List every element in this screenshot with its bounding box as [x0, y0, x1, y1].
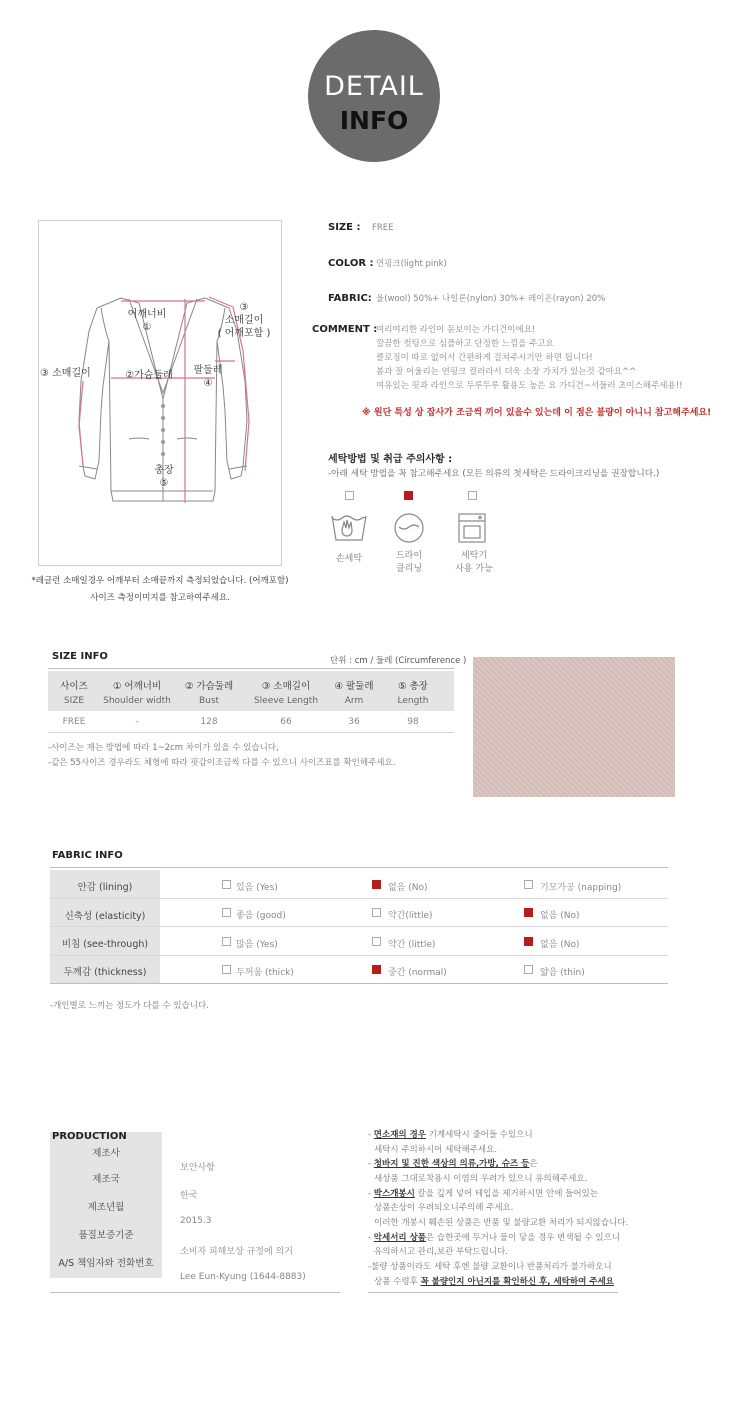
dry-clean-icon	[393, 512, 425, 544]
arm-header: ④ 팔둘레	[334, 681, 374, 692]
shoulder-value: -	[135, 717, 139, 727]
diagram-note: *레글런 소매일경우 어깨부터 소매끝까지 측정되었습니다. (어깨포함)	[31, 576, 289, 586]
fabric-note: -개인별로 느끼는 정도가 다를 수 있습니다.	[50, 1001, 209, 1011]
machine-wash-checkbox	[468, 491, 477, 500]
dry-clean-checkbox	[404, 491, 413, 500]
care-note: - 박스개봉시 칼을 깊게 넣어 테입을 제거하시면 안에 들어있는	[368, 1189, 598, 1199]
washing-machine-icon	[456, 512, 488, 544]
lining-no-checkbox	[372, 880, 381, 889]
see-through-little-checkbox	[372, 937, 381, 946]
label-shoulder-width: 어깨너비 ①	[127, 309, 167, 333]
dry-clean-label: 드라이 클리닝	[395, 551, 423, 574]
thickness-thick-checkbox	[222, 965, 231, 974]
see-through-no-label: 없음 (No)	[540, 940, 580, 950]
spec-comment-key: COMMENT :	[312, 324, 378, 335]
as-contact-value: Lee Eun-Kyung (1644-8883)	[180, 1272, 306, 1282]
production-title: PRODUCTION	[52, 1131, 127, 1142]
elasticity-label: 신축성 (elasticity)	[64, 911, 146, 922]
bust-subheader: Bust	[198, 696, 220, 706]
label-arm: 팔둘레 ④	[193, 365, 223, 389]
thickness-thick-label: 두꺼움 (thick)	[236, 968, 294, 978]
size-subheader: SIZE	[63, 696, 85, 706]
sleeve-subheader: Sleeve Length	[253, 696, 319, 706]
warranty-label: 품질보증기준	[78, 1230, 134, 1241]
shoulder-header: ① 어깨너비	[112, 681, 162, 692]
measurement-diagram	[38, 220, 282, 566]
label-sleeve-length-right: ③ 소매길이 ( 어깨포함 )	[217, 302, 271, 339]
elasticity-no-label: 없음 (No)	[540, 911, 580, 921]
country-label: 제조국	[92, 1174, 120, 1185]
thickness-normal-checkbox	[372, 965, 381, 974]
bust-value: 128	[200, 717, 218, 727]
see-through-yes-checkbox	[222, 937, 231, 946]
cardigan-sketch-icon	[39, 221, 283, 567]
country-value: 한국	[180, 1191, 198, 1201]
spec-color-key: COLOR :	[328, 258, 374, 269]
lining-napping-checkbox	[524, 880, 533, 889]
see-through-no-checkbox	[524, 937, 533, 946]
diagram-note-2: 사이즈 측정이미지를 참고하여주세요.	[90, 593, 230, 603]
shoulder-subheader: Shoulder width	[103, 696, 171, 706]
size-note: -사이즈는 재는 방법에 따라 1~2cm 차이가 있을 수 있습니다,	[48, 743, 279, 753]
see-through-yes-label: 많음 (Yes)	[236, 940, 278, 950]
elasticity-good-checkbox	[222, 908, 231, 917]
fabric-info-title: FABRIC INFO	[52, 850, 123, 861]
comment-line: 클로징이 따로 없어서 간편하게 걸쳐주시기만 하면 됩니다!	[376, 353, 593, 363]
care-note: 상품 수령후 꼭 불량인지 아닌지를 확인하신 후, 세탁하여 주세요	[374, 1277, 614, 1287]
comment-line: 여리여리한 라인이 돋보이는 가디건이에요!	[376, 325, 536, 335]
length-subheader: Length	[397, 696, 429, 706]
care-note: - 청바지 및 진한 색상의 의류,가방, 슈즈 등은	[368, 1159, 538, 1169]
label-sleeve-length-left: ③ 소매길이	[40, 368, 91, 379]
wash-subtitle: -아래 세탁 방법을 꼭 참고해주세요 (모든 의류의 첫세탁은 드라이크리닝을 권장합니다.)	[328, 469, 660, 479]
care-note: 유의하시고 관리,보관 부탁드립니다.	[374, 1247, 508, 1257]
size-value: FREE	[62, 717, 86, 727]
sleeve-header: ③ 소매길이	[261, 681, 311, 692]
hand-wash-icon	[330, 510, 368, 542]
bust-header: ② 가슴둘레	[184, 681, 234, 692]
length-header: ⑤ 총장	[398, 681, 428, 692]
lining-label: 안감 (lining)	[77, 882, 133, 893]
date-value: 2015.3	[180, 1216, 212, 1226]
care-note: 새상품 그대로착용시 이염의 우려가 있으니 유의해주세요.	[374, 1174, 588, 1184]
lining-no-label: 없음 (No)	[388, 883, 428, 893]
see-through-little-label: 약간 (little)	[388, 940, 436, 950]
comment-line: 봄과 잘 어울리는 연핑크 컬러라서 더욱 소장 가치가 있는것 같아요^^	[376, 367, 637, 377]
arm-value: 36	[348, 717, 360, 727]
lining-yes-label: 있음 (Yes)	[236, 883, 278, 893]
size-info-title: SIZE INFO	[52, 651, 108, 662]
care-note: - 악세서리 상품은 습한곳에 두거나 물이 닿을 경우 변색될 수 있으니	[368, 1233, 621, 1243]
comment-line: 여유있는 핏과 라인으로 두루두루 활용도 높은 요 가디건~서둘러 초이스해주세용!!	[376, 381, 683, 391]
manufacturer-label: 제조사	[92, 1148, 120, 1159]
arm-subheader: Arm	[344, 696, 364, 706]
size-unit-note: 단위 : cm / 둘레 (Circumference )	[330, 656, 467, 666]
wash-title: 세탁방법 및 취급 주의사항 :	[328, 454, 453, 465]
size-header: 사이즈	[60, 681, 88, 692]
hand-wash-checkbox	[345, 491, 354, 500]
as-contact-label: A/S 책임자와 전화번호	[58, 1258, 154, 1269]
fabric-warning-note: ※ 원단 특성 상 잡사가 조금씩 끼어 있을수 있는데 이 점은 불량이 아니니 참고해주세요!	[362, 408, 712, 418]
care-note: 상품손상이 우려되오니주의해 주세요.	[374, 1203, 514, 1213]
machine-wash-label: 세탁기 사용 가능	[455, 551, 493, 574]
spec-size-value: FREE	[372, 223, 394, 233]
comment-line: 깔끔한 컷팅으로 심플하고 단정한 느낌을 주고요	[376, 339, 554, 349]
elasticity-no-checkbox	[524, 908, 533, 917]
elasticity-little-checkbox	[372, 908, 381, 917]
spec-fabric-key: FABRIC:	[328, 293, 372, 304]
label-length: 총장 ⑤	[154, 465, 174, 489]
size-note-2: -같은 55사이즈 경우라도 체형에 따라 핏감이조금씩 다를 수 있으니 사이즈표를 확인해주세요.	[48, 758, 396, 768]
detail-title: DETAIL	[324, 71, 424, 102]
thickness-label: 두께감 (thickness)	[63, 967, 147, 978]
lining-napping-label: 기모가공 (napping)	[540, 883, 622, 893]
spec-fabric-value: 울(wool) 50%+ 나일론(nylon) 30%+ 레이온(rayon) 20%	[376, 294, 606, 304]
label-bust: ②가슴둘레	[125, 370, 173, 381]
hand-wash-label: 손세탁	[335, 554, 363, 564]
manufacturer-value: 보안사항	[180, 1163, 215, 1173]
sleeve-value: 66	[280, 717, 292, 727]
elasticity-good-label: 좋음 (good)	[236, 911, 286, 921]
warranty-value: 소비자 피해보상 규정에 의거	[180, 1247, 293, 1257]
thickness-normal-label: 중간 (normal)	[388, 968, 447, 978]
length-value: 98	[407, 717, 419, 727]
info-title: INFO	[339, 106, 409, 135]
care-note: - 면소재의 경우 기계세탁시 줄어들 수있으니	[368, 1130, 533, 1140]
spec-size-key: SIZE :	[328, 222, 361, 233]
date-label: 제조년월	[87, 1202, 125, 1213]
elasticity-little-label: 약간(little)	[388, 911, 433, 921]
fabric-swatch-image	[473, 657, 675, 797]
thickness-thin-label: 얇음 (thin)	[540, 968, 585, 978]
lining-yes-checkbox	[222, 880, 231, 889]
see-through-label: 비침 (see-through)	[61, 939, 149, 950]
care-note: 이러한 개봉시 훼손된 상품은 반품 및 불량교환 처리가 되지않습니다.	[374, 1218, 629, 1228]
spec-color-value: 연핑크(light pink)	[376, 259, 447, 269]
care-note: 세탁시 주의하시어 세탁해주세요.	[374, 1145, 498, 1155]
thickness-thin-checkbox	[524, 965, 533, 974]
care-note: -불량 상품이라도 세탁 후엔 불량 교환이나 반품처리가 불가하오니	[368, 1262, 612, 1272]
